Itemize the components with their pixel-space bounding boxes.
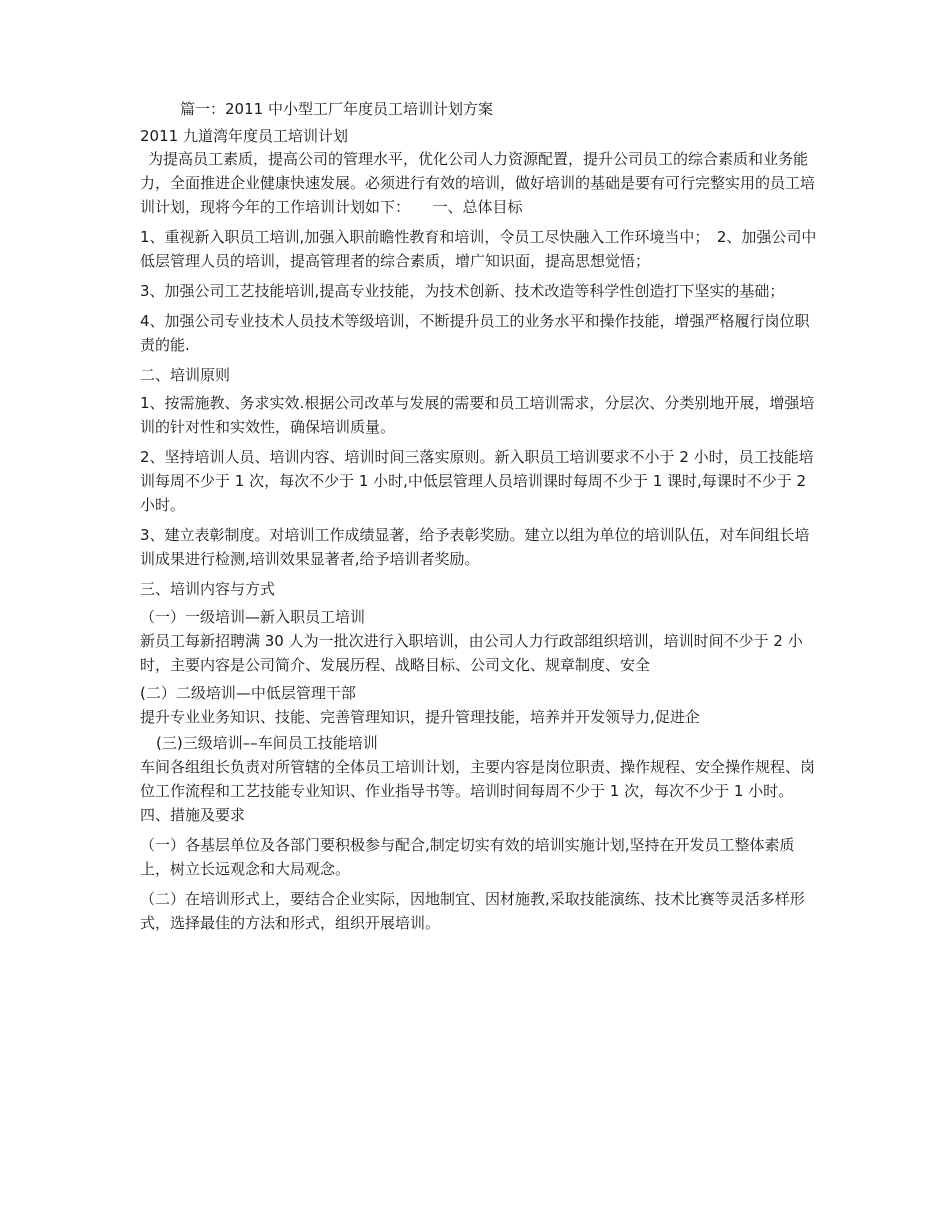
goal-item: 4、加强公司专业技术人员技术等级培训，不断提升员工的业务水平和操作技能，增强严格履行岗位职责的能.	[140, 312, 810, 354]
level2-heading: (二）二级培训—中低层管理干部	[140, 684, 356, 702]
measure-item: （二）在培训形式上，要结合企业实际，因地制宜、因材施教,采取技能演练、技术比赛等灵活多样形式，选择最佳的方法和形式，组织开展培训。	[140, 890, 805, 932]
document-title: 篇一：2011 中小型工厂年度员工培训计划方案	[180, 100, 493, 118]
goal-item: 1、重视新入职员工培训,加强入职前瞻性教育和培训，令员工尽快融入工作环境当中； 2、加强公司中低层管理人员的培训，提高管理者的综合素质，增广知识面，提高思想觉悟；	[140, 228, 817, 270]
section-heading-principles: 二、培训原则	[140, 366, 231, 384]
principle-item: 2、坚持培训人员、培训内容、培训时间三落实原则。新入职员工培训要求不小于 2 小时，员工技能培训每周不少于 1 次，每次不少于 1 小时,中低层管理人员培训课时每周不少于 1 课时,每课时不少于 2 小时。	[140, 448, 814, 514]
section-heading-content: 三、培训内容与方式	[140, 580, 276, 598]
level1-heading: （一）一级培训—新入职员工培训	[140, 608, 366, 626]
level3-heading: (三)三级培训––车间员工技能培训	[156, 734, 378, 752]
intro-paragraph: 为提高员工素质，提高公司的管理水平，优化公司人力资源配置，提升公司员工的综合素质和业务能力，全面推进企业健康快速发展。必须进行有效的培训，做好培训的基础是要有可行完整实用的员工培训计划，现将今年的工作培训计划如下： 一、总体目标	[140, 150, 816, 216]
measure-item: （一）各基层单位及各部门要积极参与配合,制定切实有效的培训实施计划,坚持在开发员工整体素质上，树立长远观念和大局观念。	[140, 836, 795, 878]
level2-body: 提升专业业务知识、技能、完善管理知识，提升管理技能，培养并开发领导力,促进企	[140, 708, 700, 726]
document-body	[140, 97, 822, 941]
principle-item: 3、建立表彰制度。对培训工作成绩显著，给予表彰奖励。建立以组为单位的培训队伍，对车间组长培训成果进行检测,培训效果显著者,给予培训者奖励。	[140, 526, 810, 568]
level3-body: 车间各组组长负责对所管辖的全体员工培训计划，主要内容是岗位职责、操作规程、安全操作规程、岗位工作流程和工艺技能专业知识、作业指导书等。培训时间每周不少于 1 次，每次不少于 1 小时。四、措施及要求	[140, 758, 816, 824]
principle-item: 1、按需施教、务求实效.根据公司改革与发展的需要和员工培训需求，分层次、分类别地开展，增强培训的针对性和实效性，确保培训质量。	[140, 394, 815, 436]
document-subtitle: 2011 九道湾年度员工培训计划	[140, 127, 348, 145]
goal-item: 3、加强公司工艺技能培训,提高专业技能，为技术创新、技术改造等科学性创造打下坚实的基础；	[140, 282, 785, 300]
level1-body: 新员工每新招聘满 30 人为一批次进行入职培训，由公司人力行政部组织培训，培训时间不少于 2 小时，主要内容是公司简介、发展历程、战略目标、公司文化、规章制度、安全	[140, 632, 803, 674]
